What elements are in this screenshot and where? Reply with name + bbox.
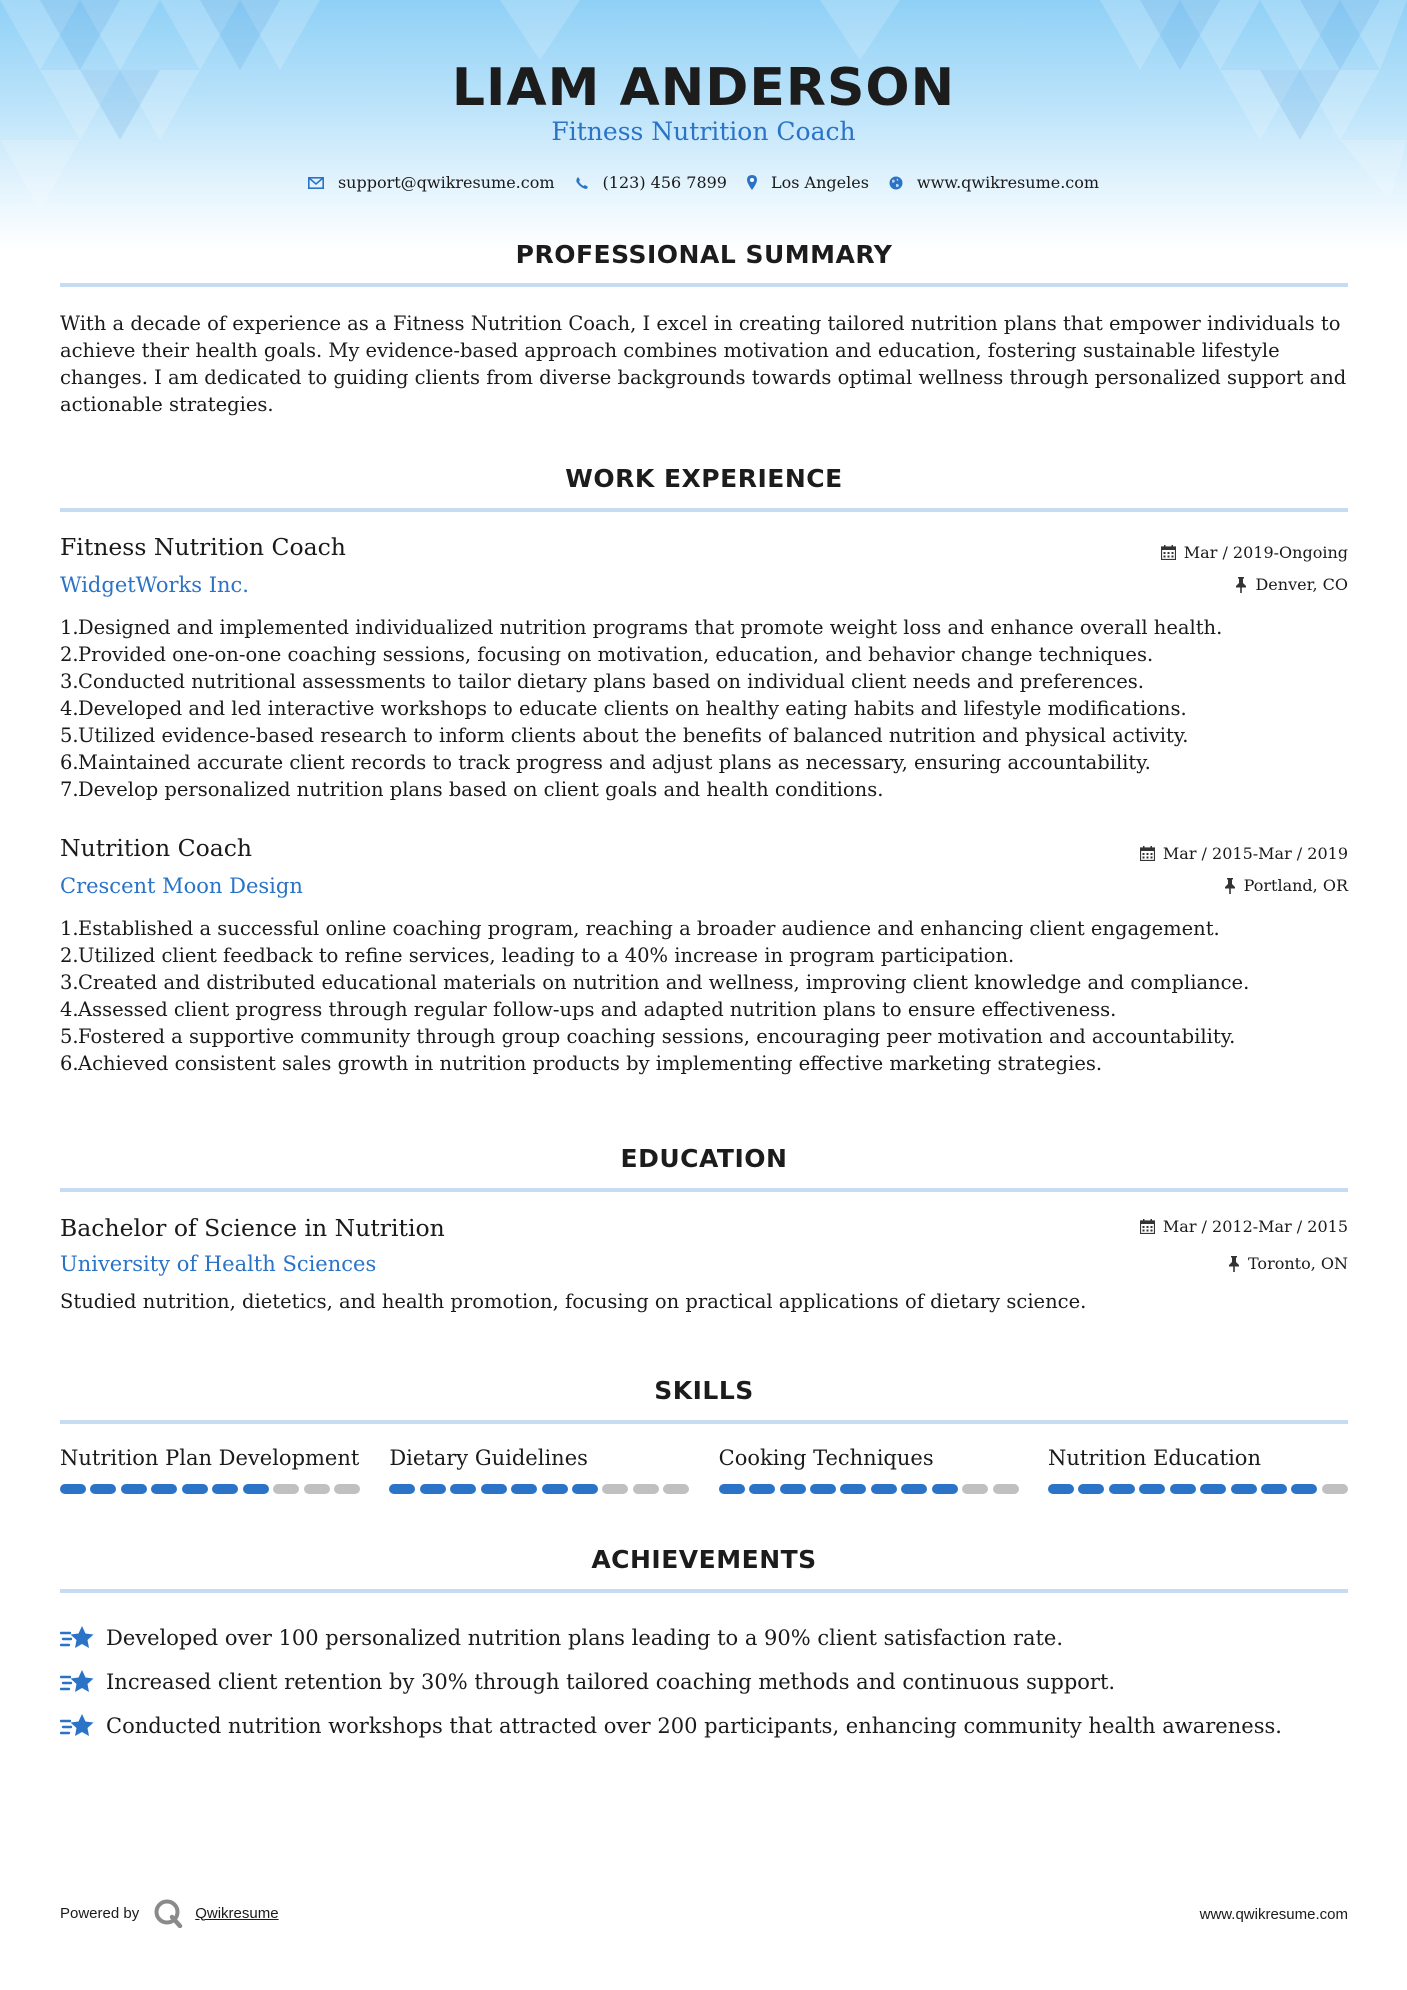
- education-dates: [1140, 1217, 1348, 1236]
- candidate-role: Fitness Nutrition Coach: [551, 117, 856, 146]
- skill-segment-filled: [780, 1484, 806, 1494]
- skill-segment-filled: [572, 1484, 598, 1494]
- skill-segment-filled: [1261, 1484, 1287, 1494]
- skill-segment-filled: [1291, 1484, 1317, 1494]
- skill-item: [60, 1446, 360, 1494]
- globe-icon: [889, 176, 903, 190]
- list-item: 3. Created and distributed educational materials on nutrition and wellness, improving client knowledge and compliance.: [60, 971, 1250, 994]
- skill-segment-filled: [420, 1484, 446, 1494]
- list-item: Increased client retention by 30% through tailored coaching methods and continuous support.: [60, 1660, 1348, 1704]
- skill-segment-filled: [450, 1484, 476, 1494]
- summary-divider: [60, 283, 1348, 287]
- contact-website[interactable]: [889, 173, 1099, 192]
- education-location-text: Toronto, ON: [1248, 1254, 1348, 1273]
- skill-rating-bar: [719, 1484, 1019, 1494]
- contact-email[interactable]: [308, 173, 555, 192]
- skill-rating-bar: [1048, 1484, 1348, 1494]
- skill-segment-filled: [1109, 1484, 1135, 1494]
- footer-website[interactable]: www.qwikresume.com: [1199, 1906, 1348, 1923]
- list-item: 3. Conducted nutritional assessments to tailor dietary plans based on individual client needs and preferences.: [60, 670, 1144, 693]
- shooting-star-icon: [60, 1712, 96, 1740]
- skill-segment-filled: [1139, 1484, 1165, 1494]
- skills-divider: [60, 1420, 1348, 1424]
- skill-segment-filled: [871, 1484, 897, 1494]
- job-duties-list: [60, 614, 1348, 803]
- skills-heading: SKILLS: [654, 1376, 754, 1405]
- skill-segment-filled: [1200, 1484, 1226, 1494]
- skill-segment-empty: [304, 1484, 330, 1494]
- skill-segment-filled: [1048, 1484, 1074, 1494]
- skill-segment-filled: [243, 1484, 269, 1494]
- list-item: Conducted nutrition workshops that attracted over 200 participants, enhancing community health awareness.: [60, 1704, 1348, 1748]
- list-item: 4. Assessed client progress through regular follow-ups and adapted nutrition plans to ensure effectiveness.: [60, 998, 1117, 1021]
- list-item: Developed over 100 personalized nutrition plans leading to a 90% client satisfaction rate.: [60, 1616, 1348, 1660]
- job-title: Fitness Nutrition Coach: [60, 533, 346, 561]
- school-name: University of Health Sciences: [60, 1252, 377, 1276]
- skill-segment-empty: [962, 1484, 988, 1494]
- summary-text: With a decade of experience as a Fitness Nutrition Coach, I excel in creating tailored nutrition plans that empower individuals to achieve their health goals. My evidence-based approach combines motivation and education, fostering sustainable lifestyle changes. I am dedicated to guiding clients from diverse backgrounds towards optimal wellness through personalized support and actionable strategies.: [60, 312, 1347, 416]
- skill-segment-filled: [60, 1484, 86, 1494]
- job-duties-list: [60, 915, 1348, 1077]
- email-text: support@qwikresume.com: [337, 173, 555, 192]
- skill-segment-filled: [719, 1484, 745, 1494]
- job-location-text: Denver, CO: [1255, 575, 1348, 594]
- achievements-heading: ACHIEVEMENTS: [591, 1545, 817, 1574]
- pushpin-icon: [1228, 1256, 1240, 1272]
- degree-title: Bachelor of Science in Nutrition: [60, 1214, 445, 1242]
- achievements-list: [60, 1616, 1348, 1748]
- shooting-star-icon: [60, 1624, 96, 1652]
- qwikresume-logo-icon: [153, 1898, 183, 1928]
- skills-grid: [60, 1446, 1348, 1494]
- job-location-text: Portland, OR: [1243, 876, 1348, 895]
- company-name: WidgetWorks Inc.: [60, 573, 249, 597]
- list-item: 1. Designed and implemented individualized nutrition programs that promote weight loss and enhance overall health.: [60, 616, 1223, 639]
- candidate-name: LIAM ANDERSON: [451, 58, 956, 118]
- pushpin-icon: [1235, 577, 1247, 593]
- skill-segment-filled: [121, 1484, 147, 1494]
- job-dates-text: Mar / 2015-Mar / 2019: [1162, 844, 1348, 863]
- list-item: 2. Utilized client feedback to refine services, leading to a 40% increase in program participation.: [60, 944, 1015, 967]
- shooting-star-icon: [60, 1668, 96, 1696]
- skill-segment-empty: [602, 1484, 628, 1494]
- calendar-icon: [1161, 545, 1176, 560]
- contact-location: [747, 173, 869, 192]
- phone-text: (123) 456 7899: [602, 173, 727, 192]
- job-dates-text: Mar / 2019-Ongoing: [1183, 543, 1348, 562]
- education-divider: [60, 1188, 1348, 1192]
- location-text: Los Angeles: [770, 173, 869, 192]
- list-item: 4. Developed and led interactive workshops to educate clients on healthy eating habits and lifestyle modifications.: [60, 697, 1187, 720]
- pushpin-icon: [1224, 878, 1236, 894]
- education-description: Studied nutrition, dietetics, and health promotion, focusing on practical applications of dietary science.: [60, 1290, 1087, 1313]
- experience-heading: WORK EXPERIENCE: [565, 464, 843, 493]
- skill-segment-filled: [1170, 1484, 1196, 1494]
- job-dates: [1140, 844, 1348, 863]
- achievements-divider: [60, 1589, 1348, 1593]
- phone-icon: [575, 176, 589, 190]
- skill-segment-filled: [1078, 1484, 1104, 1494]
- skill-segment-filled: [1231, 1484, 1257, 1494]
- list-item: 6. Maintained accurate client records to track progress and adjust plans as necessary, ensuring accountability.: [60, 751, 1151, 774]
- skill-segment-empty: [334, 1484, 360, 1494]
- brand-link[interactable]: Qwikresume: [195, 1904, 279, 1922]
- list-item: 2. Provided one-on-one coaching sessions, focusing on motivation, education, and behavior change techniques.: [60, 643, 1154, 666]
- experience-divider: [60, 508, 1348, 512]
- list-item: 1. Established a successful online coaching program, reaching a broader audience and enhancing client engagement.: [60, 917, 1220, 940]
- calendar-icon: [1140, 846, 1155, 861]
- skill-item: [719, 1446, 1019, 1494]
- skill-segment-empty: [1322, 1484, 1348, 1494]
- map-pin-icon: [747, 175, 757, 190]
- skill-segment-filled: [810, 1484, 836, 1494]
- website-text: www.qwikresume.com: [916, 173, 1100, 192]
- skill-item: [389, 1446, 689, 1494]
- list-item: 5. Fostered a supportive community through group coaching sessions, encouraging peer motivation and accountability.: [60, 1025, 1236, 1048]
- skill-segment-filled: [389, 1484, 415, 1494]
- footer-powered-by: [60, 1898, 279, 1928]
- skill-rating-bar: [389, 1484, 689, 1494]
- education-heading: EDUCATION: [620, 1144, 788, 1173]
- list-item: 7. Develop personalized nutrition plans based on client goals and health conditions.: [60, 778, 884, 801]
- skill-segment-empty: [993, 1484, 1019, 1494]
- education-dates-text: Mar / 2012-Mar / 2015: [1162, 1217, 1348, 1236]
- education-location: [1228, 1254, 1348, 1273]
- list-item: 6. Achieved consistent sales growth in nutrition products by implementing effective marketing strategies.: [60, 1052, 1103, 1075]
- list-item: 5. Utilized evidence-based research to inform clients about the benefits of balanced nutrition and physical activity.: [60, 724, 1189, 747]
- skill-segment-filled: [90, 1484, 116, 1494]
- skill-segment-filled: [749, 1484, 775, 1494]
- job-title: Nutrition Coach: [60, 834, 253, 862]
- skill-segment-filled: [840, 1484, 866, 1494]
- skill-segment-filled: [511, 1484, 537, 1494]
- skill-segment-filled: [212, 1484, 238, 1494]
- contact-bar: [0, 173, 1407, 192]
- skill-segment-empty: [273, 1484, 299, 1494]
- envelope-icon: [308, 177, 324, 189]
- summary-heading: PROFESSIONAL SUMMARY: [515, 240, 893, 269]
- contact-phone[interactable]: [575, 173, 727, 192]
- skill-segment-filled: [481, 1484, 507, 1494]
- skill-name: Cooking Techniques: [718, 1446, 934, 1470]
- skill-name: Nutrition Education: [1047, 1446, 1261, 1470]
- company-name: Crescent Moon Design: [60, 874, 303, 898]
- skill-name: Dietary Guidelines: [389, 1446, 588, 1470]
- skill-rating-bar: [60, 1484, 360, 1494]
- skill-segment-filled: [932, 1484, 958, 1494]
- skill-segment-filled: [151, 1484, 177, 1494]
- skill-segment-empty: [633, 1484, 659, 1494]
- job-location: [1224, 876, 1348, 895]
- skill-segment-filled: [542, 1484, 568, 1494]
- skill-item: [1048, 1446, 1348, 1494]
- skill-name: Nutrition Plan Development: [60, 1446, 360, 1470]
- skill-segment-filled: [901, 1484, 927, 1494]
- skill-segment-empty: [663, 1484, 689, 1494]
- skill-segment-filled: [182, 1484, 208, 1494]
- calendar-icon: [1140, 1219, 1155, 1234]
- powered-by-label: Powered by: [60, 1904, 140, 1922]
- job-location: [1235, 575, 1348, 594]
- job-dates: [1161, 543, 1348, 562]
